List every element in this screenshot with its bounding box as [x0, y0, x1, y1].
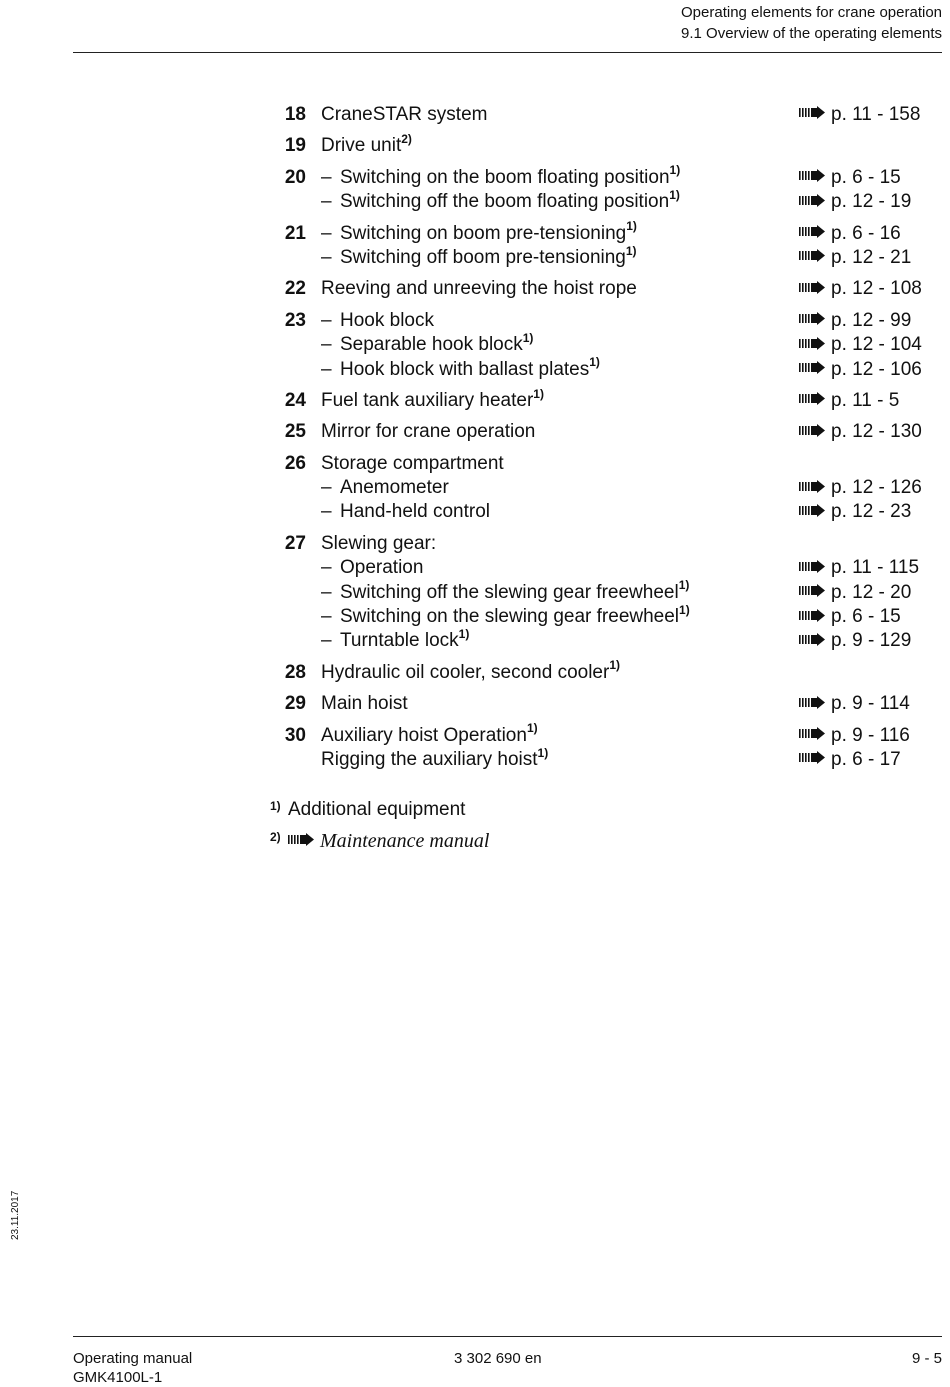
reference-arrow-icon	[799, 249, 825, 262]
item-label: Switching off the boom floating position	[340, 191, 670, 213]
list-item	[270, 219, 942, 271]
item-label: Reeving and unreeving the hoist rope	[321, 278, 637, 300]
footer-model: GMK4100L-1	[73, 1369, 163, 1386]
list-item-line	[270, 500, 942, 524]
item-number: 29	[284, 693, 306, 715]
list-item-line	[270, 578, 942, 605]
item-number: 21	[284, 222, 306, 244]
page-reference	[799, 724, 910, 748]
page-reference	[799, 309, 911, 333]
page-reference-text: p. 11 - 158	[831, 104, 921, 125]
item-label: Hook block	[340, 309, 434, 331]
item-number: 27	[284, 532, 306, 554]
bullet-dash: –	[321, 166, 332, 188]
header-chapter: Operating elements for crane operation	[681, 4, 942, 21]
list-item	[270, 103, 942, 127]
reference-arrow-icon	[799, 609, 825, 622]
footnote-marker: 1)	[537, 745, 549, 760]
bullet-dash: –	[321, 246, 332, 268]
page-reference	[799, 333, 922, 357]
list-item-line	[270, 355, 942, 382]
list-item-line	[270, 629, 942, 653]
list-item	[270, 277, 942, 301]
page-reference-text: p. 12 - 108	[831, 278, 922, 300]
item-text	[321, 420, 535, 444]
list-item-line	[270, 163, 942, 190]
page-reference-text: p. 6 - 15	[831, 606, 901, 628]
list-item-line	[270, 452, 942, 476]
footnote-marker: 1)	[626, 219, 637, 234]
footnote-2-mark: 2)	[270, 830, 281, 844]
list-item	[270, 532, 942, 654]
item-text	[321, 629, 469, 653]
footer-doc-number: 3 302 690 en	[454, 1350, 542, 1367]
footer-rule	[73, 1336, 942, 1337]
operating-elements-list	[270, 103, 942, 779]
reference-arrow-icon	[799, 633, 825, 646]
page-reference-text: p. 12 - 21	[831, 246, 912, 268]
item-text	[321, 745, 549, 772]
list-item-line	[270, 134, 942, 158]
item-label: Mirror for crane operation	[321, 421, 536, 443]
page-reference-text: p. 11 - 5	[831, 389, 900, 411]
item-text	[321, 163, 681, 190]
item-label: CraneSTAR system	[321, 104, 488, 125]
page-reference	[799, 103, 920, 127]
item-number: 22	[284, 278, 306, 300]
bullet-dash: –	[321, 557, 332, 579]
item-number: 18	[284, 104, 306, 125]
item-text	[321, 556, 423, 580]
list-item-line	[270, 187, 942, 214]
page-reference	[799, 692, 910, 716]
list-item-line	[270, 532, 942, 556]
footnote-marker: 1)	[589, 355, 600, 370]
page-reference-text: p. 12 - 23	[831, 501, 912, 523]
item-number: 25	[284, 421, 306, 443]
item-label: Turntable lock	[340, 630, 459, 652]
page-reference	[799, 748, 901, 772]
item-number: 28	[284, 661, 306, 683]
page-header	[681, 2, 942, 44]
reference-arrow-icon	[799, 281, 825, 294]
item-number: 20	[284, 166, 306, 188]
item-label: Storage compartment	[321, 452, 504, 474]
item-label: Slewing gear:	[321, 532, 437, 554]
item-label: Rigging the auxiliary hoist	[321, 748, 538, 770]
footer-left	[73, 1349, 192, 1387]
list-item	[270, 692, 942, 716]
list-item	[270, 309, 942, 382]
side-date: 23.11.2017	[10, 1190, 21, 1240]
footnote-marker: 1)	[669, 163, 681, 178]
reference-arrow-icon	[799, 424, 825, 437]
page-reference	[799, 222, 901, 246]
item-text	[321, 692, 408, 716]
reference-arrow-icon	[799, 225, 825, 238]
reference-arrow-icon	[799, 480, 825, 493]
item-text	[321, 658, 620, 685]
item-label: Separable hook block	[340, 334, 523, 356]
reference-arrow-icon	[799, 727, 825, 740]
item-text	[321, 476, 449, 500]
footnote-2-ref	[288, 828, 489, 855]
footer-page-number: 9 - 5	[911, 1350, 942, 1367]
item-text	[321, 103, 487, 127]
list-item-line	[270, 330, 942, 357]
list-item-line	[270, 602, 942, 629]
page-reference	[799, 476, 922, 500]
list-item	[270, 386, 942, 413]
page-reference	[799, 166, 901, 190]
item-text	[321, 219, 637, 246]
reference-arrow-icon	[799, 504, 825, 517]
reference-arrow-icon	[799, 751, 825, 764]
item-number: 23	[284, 309, 306, 331]
item-label: Main hoist	[321, 693, 408, 715]
page-reference-text: p. 12 - 104	[831, 334, 922, 356]
footer-manual: Operating manual	[73, 1350, 193, 1367]
reference-arrow-icon	[799, 169, 825, 182]
footnote-marker: 1)	[678, 578, 690, 593]
reference-arrow-icon	[799, 696, 825, 709]
page-reference	[799, 358, 922, 382]
item-text	[321, 330, 534, 357]
footnote-1-mark: 1)	[270, 799, 281, 813]
page-reference-text: p. 9 - 129	[831, 630, 912, 652]
reference-arrow-icon	[799, 337, 825, 350]
item-text	[321, 532, 436, 556]
bullet-dash: –	[321, 309, 332, 331]
item-text	[321, 187, 680, 214]
item-text	[321, 309, 434, 333]
page-reference	[799, 581, 911, 605]
header-section: 9.1 Overview of the operating elements	[681, 25, 942, 42]
reference-arrow-icon	[799, 106, 825, 119]
bullet-dash: –	[321, 606, 332, 628]
page-reference	[799, 420, 922, 444]
page-reference	[799, 629, 911, 653]
page-reference	[799, 190, 911, 214]
list-item	[270, 163, 942, 215]
item-label: Hydraulic oil cooler, second cooler	[321, 661, 610, 683]
item-label: Anemometer	[340, 477, 449, 499]
footnote-marker: 1)	[533, 386, 544, 401]
item-text	[321, 386, 544, 413]
page-reference-text: p. 6 - 17	[831, 748, 901, 770]
item-label: Operation	[340, 557, 424, 579]
list-item-line	[270, 309, 942, 333]
page-reference-text: p. 12 - 19	[831, 191, 912, 213]
footnote-marker: 1)	[522, 330, 534, 345]
page-reference-text: p. 6 - 15	[831, 166, 901, 188]
bullet-dash: –	[321, 477, 332, 499]
page-reference-text: p. 12 - 20	[831, 581, 912, 603]
footnote-2-text: Maintenance manual	[320, 830, 490, 852]
list-item-line	[270, 721, 942, 748]
bullet-dash: –	[321, 630, 332, 652]
page-reference-text: p. 12 - 130	[831, 421, 922, 443]
item-number: 19	[284, 135, 306, 157]
item-number: 24	[284, 389, 306, 411]
footnote-marker: 1)	[625, 243, 637, 258]
item-label: Auxiliary hoist Operation	[321, 724, 527, 746]
bullet-dash: –	[321, 581, 332, 603]
list-item	[270, 452, 942, 525]
list-item	[270, 134, 942, 158]
item-text	[321, 602, 690, 629]
item-label: Switching on the slewing gear freewheel	[340, 606, 680, 628]
list-item-line	[270, 745, 942, 772]
item-label: Switching off the slewing gear freewheel	[340, 581, 679, 603]
list-item-line	[270, 386, 942, 413]
page-reference-text: p. 12 - 106	[831, 358, 922, 380]
page-reference-text: p. 6 - 16	[831, 222, 901, 244]
footnote-marker: 1)	[679, 602, 690, 617]
footnote-1-text: Additional equipment	[288, 799, 466, 820]
page-reference	[799, 605, 901, 629]
page-reference-text: p. 11 - 115	[831, 557, 920, 579]
list-item-line	[270, 658, 942, 685]
footnote-marker: 1)	[669, 187, 680, 202]
item-label: Hook block with ballast plates	[340, 358, 590, 380]
bullet-dash: –	[321, 191, 332, 213]
page-reference-text: p. 9 - 114	[831, 693, 910, 715]
item-text	[321, 500, 490, 524]
list-item-line	[270, 103, 942, 127]
item-label: Hand-held control	[340, 501, 490, 523]
item-label: Drive unit	[321, 135, 402, 157]
list-item	[270, 658, 942, 685]
item-text	[321, 452, 504, 476]
bullet-dash: –	[321, 358, 332, 380]
reference-arrow-icon	[799, 312, 825, 325]
page-reference-text: p. 12 - 99	[831, 309, 912, 331]
reference-arrow-icon	[799, 392, 825, 405]
item-label: Fuel tank auxiliary heater	[321, 389, 534, 411]
list-item	[270, 721, 942, 773]
page-reference	[799, 277, 922, 301]
page-reference	[799, 500, 911, 524]
list-item-line	[270, 219, 942, 246]
item-text	[321, 578, 690, 605]
item-number: 30	[284, 724, 306, 746]
list-item-line	[270, 420, 942, 444]
item-text	[321, 355, 600, 382]
footnote-marker: 1)	[526, 721, 538, 736]
page-reference	[799, 389, 899, 413]
bullet-dash: –	[321, 222, 332, 244]
item-text	[321, 243, 637, 270]
item-label: Switching on boom pre-tensioning	[340, 222, 627, 244]
reference-arrow-icon	[288, 833, 314, 846]
footnote-marker: 1)	[458, 627, 470, 642]
list-item-line	[270, 277, 942, 301]
item-text	[321, 134, 412, 158]
reference-arrow-icon	[799, 194, 825, 207]
item-text	[321, 277, 637, 301]
list-item	[270, 420, 942, 444]
reference-arrow-icon	[799, 560, 825, 573]
list-item-line	[270, 556, 942, 580]
item-label: Switching off boom pre-tensioning	[340, 246, 626, 268]
item-text	[321, 721, 538, 748]
header-rule	[73, 52, 942, 53]
list-item-line	[270, 692, 942, 716]
bullet-dash: –	[321, 334, 332, 356]
bullet-dash: –	[321, 501, 332, 523]
footnote-marker: 2)	[401, 132, 412, 147]
page-reference-text: p. 9 - 116	[831, 724, 910, 746]
list-item-line	[270, 243, 942, 270]
footnote-marker: 1)	[609, 658, 620, 673]
reference-arrow-icon	[799, 584, 825, 597]
page-reference	[799, 556, 919, 580]
reference-arrow-icon	[799, 361, 825, 374]
page-reference	[799, 246, 911, 270]
page-reference-text: p. 12 - 126	[831, 477, 922, 499]
list-item-line	[270, 476, 942, 500]
item-number: 26	[284, 452, 306, 474]
item-label: Switching on the boom floating position	[340, 166, 670, 188]
